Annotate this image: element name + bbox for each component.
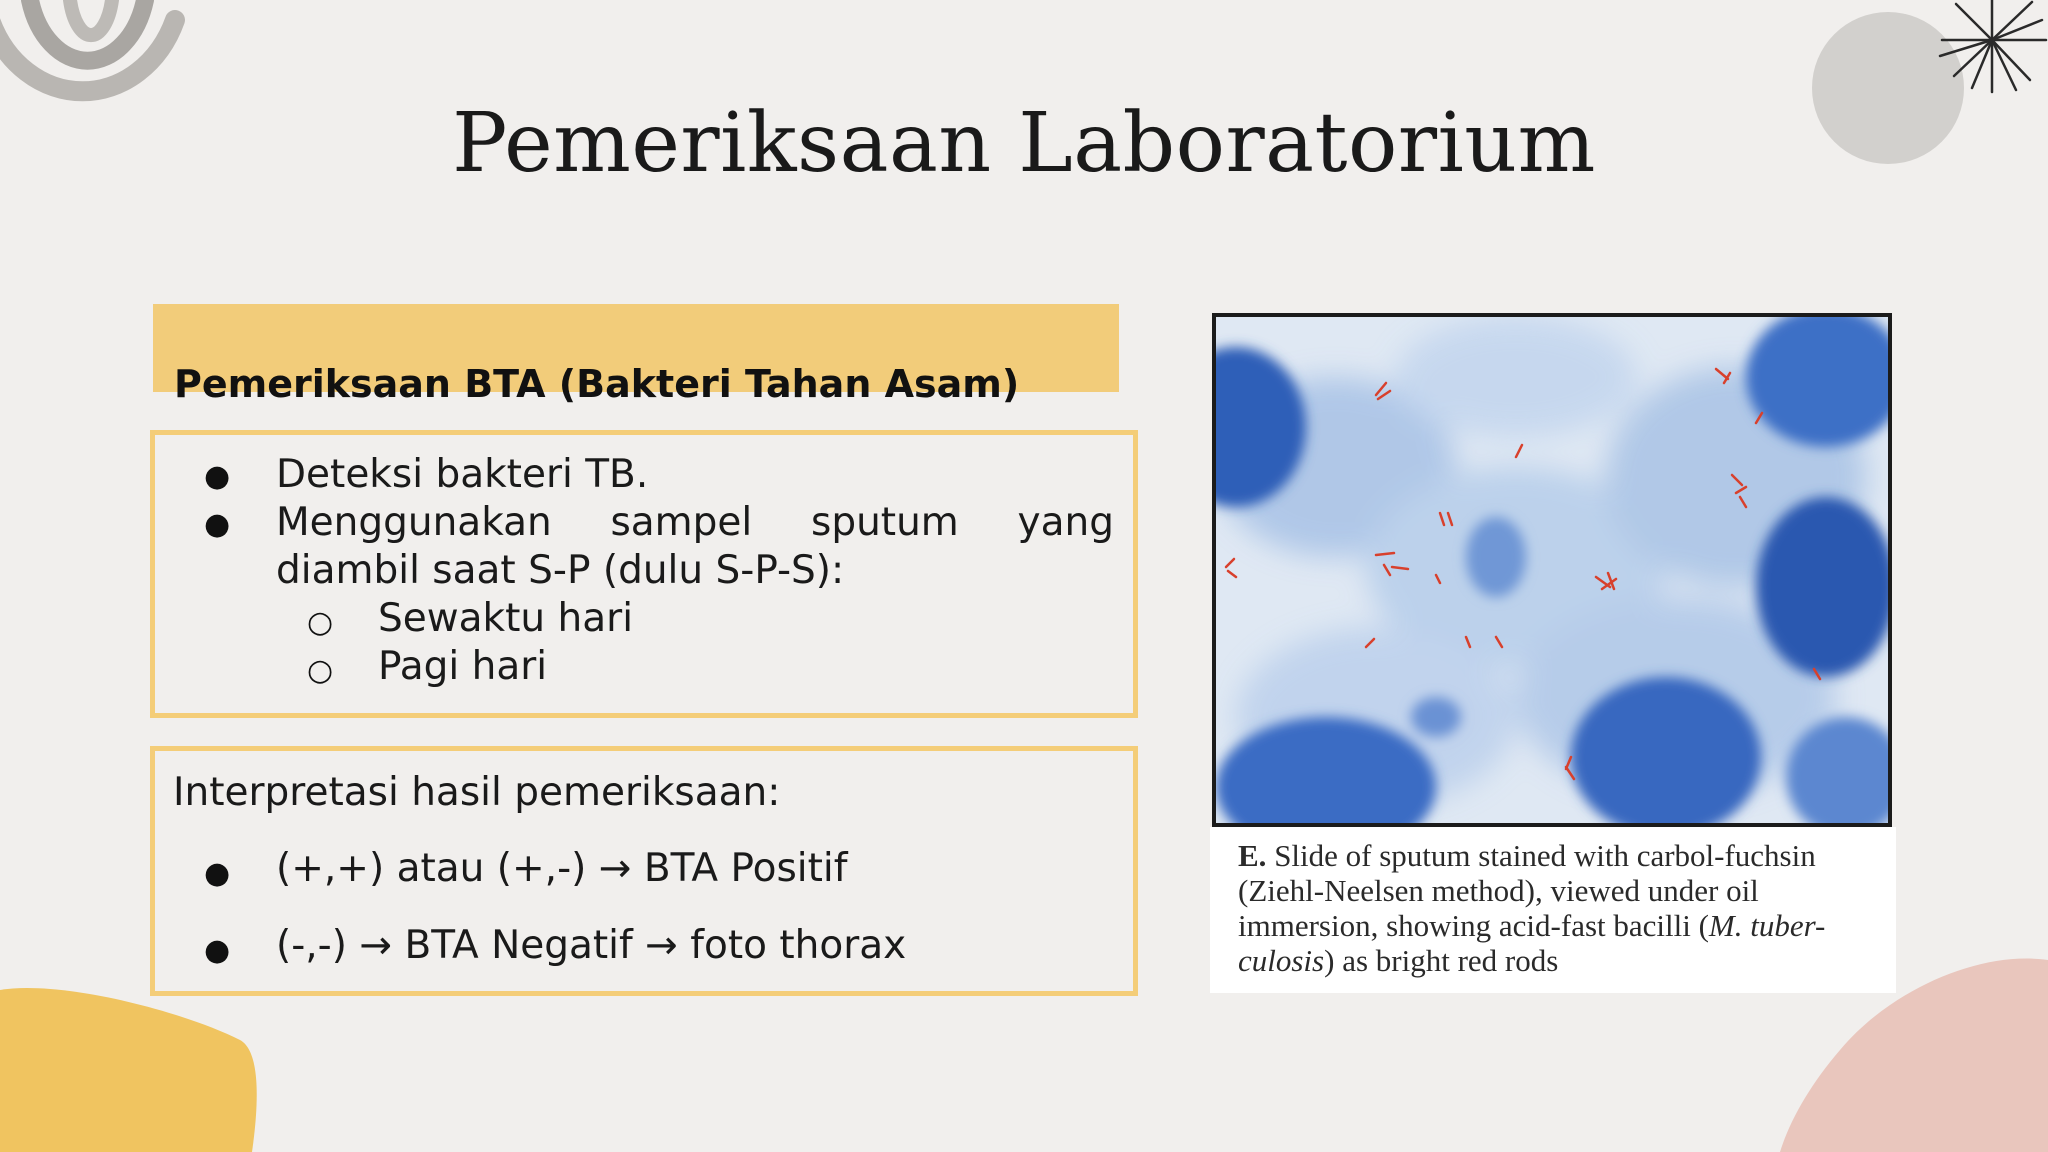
caption-label: E. xyxy=(1238,838,1267,873)
sub-bullet-circle: ○ xyxy=(307,653,334,688)
sub-bullet-circle: ○ xyxy=(307,605,334,640)
caption-line-text: Slide of sputum stained with carbol-fuchsin xyxy=(1274,838,1816,873)
sputum-micrograph xyxy=(1212,313,1892,827)
caption-line xyxy=(1238,838,1888,873)
caption-line-text: immersion, showing acid-fast bacilli ( xyxy=(1238,908,1709,943)
bullet-word: Menggunakan xyxy=(276,500,552,545)
caption-line xyxy=(1238,943,1888,978)
bullet-menggunakan-line-2: diambil saat S-P (dulu S-P-S): xyxy=(276,548,845,593)
caption-line: (Ziehl-Neelsen method), viewed under oil xyxy=(1238,873,1759,908)
interpretation-positive: (+,+) atau (+,-) → BTA Positif xyxy=(276,846,848,891)
yellow-blob-decoration xyxy=(0,980,270,1152)
caption-line-text: ) as bright red rods xyxy=(1324,943,1559,978)
bullet-dot: ● xyxy=(204,507,231,542)
bullet-dot: ● xyxy=(204,856,231,891)
caption-italic: M. tuber- xyxy=(1708,908,1826,943)
interpretation-heading: Interpretasi hasil pemeriksaan: xyxy=(173,770,781,815)
bullet-word: sputum xyxy=(811,500,959,545)
bullet-dot: ● xyxy=(204,459,231,494)
section-heading: Pemeriksaan BTA (Bakteri Tahan Asam) xyxy=(174,362,1020,406)
bullet-word: yang xyxy=(1017,500,1114,545)
interpretation-negative: (-,-) → BTA Negatif → foto thorax xyxy=(276,923,907,968)
bullet-menggunakan-line-1 xyxy=(276,500,1114,545)
bullet-word: sampel xyxy=(610,500,753,545)
slide-title: Pemeriksaan Laboratorium xyxy=(452,96,1596,191)
figure-caption xyxy=(1238,838,1888,978)
sub-bullet-sewaktu: Sewaktu hari xyxy=(378,596,634,641)
caption-line xyxy=(1238,908,1888,943)
sub-bullet-pagi: Pagi hari xyxy=(378,644,548,689)
starburst-decoration xyxy=(1936,0,2048,100)
bullet-dot: ● xyxy=(204,933,231,968)
micrograph-illustration xyxy=(1216,317,1888,823)
caption-italic: culosis xyxy=(1238,943,1325,978)
bullet-deteksi: Deteksi bakteri TB. xyxy=(276,452,649,497)
